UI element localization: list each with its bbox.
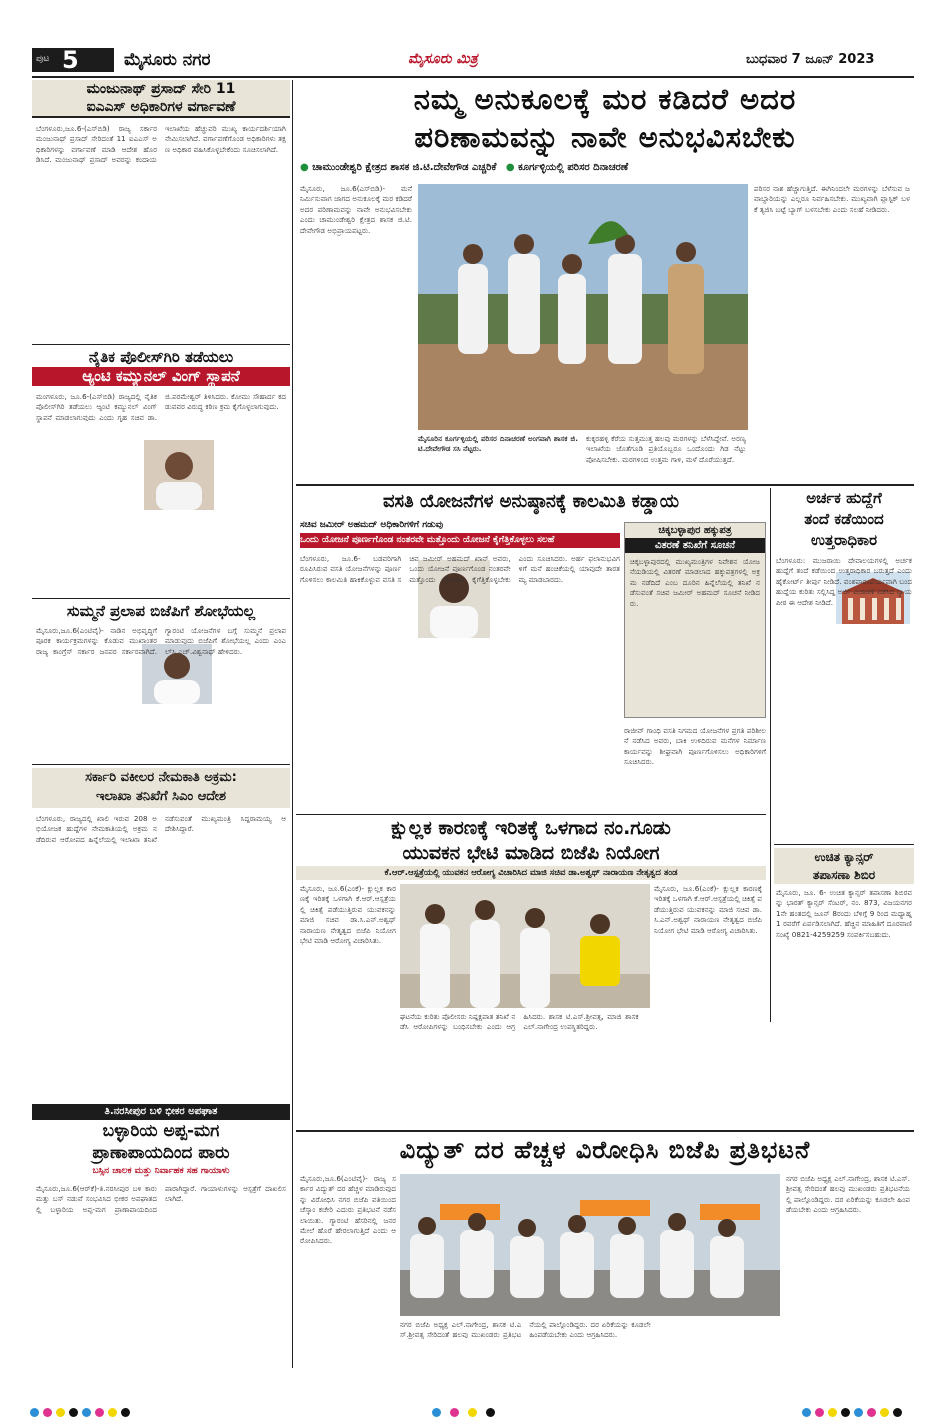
main-headline: ನಮ್ಮ ಅನುಕೂಲಕ್ಕೆ ಮರ ಕಡಿದರೆ ಅದರ [413, 82, 797, 116]
hospital-visit-photo [400, 884, 650, 1008]
article-body: ಬೆಂಗಳೂರು,ಜೂ.6-(ಎಸ್‌ಬಿಡಿ) ರಾಜ್ಯ ಸರ್ಕಾರ ಮಂಜುನಾಥ್ ಪ್ರಸಾದ್ ಸೇರಿದಂತೆ 11 ಐಎಎಸ್ ಅಧಿಕಾರಿಗಳನ್ನು ವರ್ಗಾವಣೆ ಮಾಡಿ ಆದೇಶ ಹೊರಡಿಸಿದೆ. ಮಂಜುನಾಥ್ ಪ್ರಸಾದ್ ಅವರನ್ನು ಕಂದಾಯ ಇಲಾಖೆಯ ಹೆಚ್ಚುವರಿ ಮುಖ್ಯ ಕಾರ್ಯದರ್ಶಿಯಾಗಿ ನೇಮಿಸಲಾಗಿದೆ. ವರ್ಗಾವಣೆಗೊಂಡ ಅಧಿಕಾರಿಗಳು ತಕ್ಷಣ ಅಧಿಕಾರ ವಹಿಸಿಕೊಳ್ಳಬೇಕೆಂದು ಸೂಚಿಸಲಾಗಿದೆ. [36, 124, 286, 165]
headline-block [32, 80, 290, 118]
article-body: ಬೆಂಗಳೂರು, ರಾಜ್ಯದಲ್ಲಿ ಖಾಲಿ ಇರುವ 208 ಅಭಿಯೋಜಕ ಹುದ್ದೆಗಳ ನೇಮಕಾತಿಯಲ್ಲಿ ಅಕ್ರಮ ನಡೆದಿರುವ ಆರೋಪದ ಹಿನ್ನೆಲೆಯಲ್ಲಿ ಇಲಾಖಾ ತನಿಖೆ ನಡೆಸುವಂತೆ ಮುಖ್ಯಮಂತ್ರಿ ಸಿದ್ದರಾಮಯ್ಯ ಆದೇಶಿಸಿದ್ದಾರೆ. [36, 814, 286, 844]
event-photo [418, 184, 748, 430]
column-rule [292, 80, 293, 1368]
main-subheadline [300, 162, 910, 178]
story-housing [296, 488, 766, 812]
article-body: ಬೆಂಗಳೂರು, ಜೂ.6- ಬಡವರಿಗಾಗಿ ರೂಪಿಸಿರುವ ವಸತಿ ಯೋಜನೆಗಳನ್ನು ಪೂರ್ಣಗೊಳಿಸಲು ಕಾಲಮಿತಿ ಹಾಕಿಕೊಳ್ಳುವ ವಸತಿ ಸಚಿವ ಜಮೀರ್ ಅಹಮದ್ ಖಾನ್ ಅವರು, ಒಂದು ಯೋಜನೆ ಪೂರ್ಣಗೊಂಡ ನಂತರವೇ ಮತ್ತೊಂದು ಯೋಜನೆ ಕೈಗೆತ್ತಿಕೊಳ್ಳಬೇಕು ಎಂದು ಸೂಚಿಸಿದರು. ಅರ್ಹ ಫಲಾನುಭವಿಗಳಿಗೆ ಮನೆ ಹಂಚಿಕೆಯಲ್ಲಿ ಯಾವುದೇ ತಾರತಮ್ಯ ಮಾಡಬಾರದು. [300, 554, 620, 584]
registration-dot [867, 1408, 876, 1417]
story-bjp-protest-comment [32, 600, 290, 760]
registration-dot [95, 1408, 104, 1417]
registration-dot [828, 1408, 837, 1417]
registration-dot [121, 1408, 130, 1417]
story-accident [32, 1104, 290, 1366]
registration-dot [815, 1408, 824, 1417]
story-ias-transfer [32, 80, 290, 342]
headline: ಉಚಿತ ಕ್ಯಾನ್ಸರ್ [814, 850, 874, 864]
article-body: ಮೈಸೂರು,ಜೂ.6(ಆರ್‌ಕೆ)-ತಿ.ನರಸೀಪುರ ಬಳಿ ಕಾರು ಮತ್ತು ಬಸ್ ನಡುವೆ ಸಂಭವಿಸಿದ ಭೀಕರ ಅಪಘಾತದಲ್ಲಿ ಬಳ್ಳಾರಿಯ ಅಪ್ಪ-ಮಗ ಪ್ರಾಣಾಪಾಯದಿಂದ ಪಾರಾಗಿದ್ದಾರೆ. ಗಾಯಾಳುಗಳನ್ನು ಆಸ್ಪತ್ರೆಗೆ ದಾಖಲಿಸಲಾಗಿದೆ. [36, 1184, 286, 1214]
photo-caption: ಮೈಸೂರಿನ ಕೂರ್ಗಳ್ಳಿಯಲ್ಲಿ ಪರಿಸರ ದಿನಾಚರಣೆ ಅಂಗವಾಗಿ ಶಾಸಕ ಜಿ.ಟಿ.ದೇವೇಗೌಡ ಸಸಿ ನೆಟ್ಟರು. [418, 434, 578, 454]
registration-dot [893, 1408, 902, 1417]
paper-name: ಮೈಸೂರು ಮಿತ್ರ [408, 51, 478, 67]
box-story-hakkupatra [624, 522, 766, 718]
page-number-badge [32, 48, 114, 72]
headline: ಆ್ಯಂಟಿ ಕಮ್ಯುನಲ್ ವಿಂಗ್ ಸ್ಥಾಪನೆ [32, 367, 290, 386]
story-anti-communal-wing [32, 348, 290, 594]
registration-dot [108, 1408, 117, 1417]
headline: ಸುಮ್ಮನೆ ಪ್ರಲಾಪ ಬಿಜೆಪಿಗೆ ಶೋಭೆಯಲ್ಲ [66, 602, 256, 620]
headline-block [774, 848, 914, 884]
article-body: ಮೈಸೂರು,ಜೂ.6(ಎಂಟಿವೈ)- ನಾಡಿನ ಅಭಿವೃದ್ಧಿಗೆ ಪೂರಕ ಕಾರ್ಯಕ್ರಮಗಳನ್ನು ಕೊಡುವ ಮುಖಾಂತರ ರಾಜ್ಯ ಕಾಂಗ್ರೆಸ್ ಸರ್ಕಾರ ಜನಪರ ಸರ್ಕಾರವಾಗಿದೆ. ಗ್ಯಾರಂಟಿ ಯೋಜನೆಗಳ ಬಗ್ಗೆ ಸುಮ್ಮನೆ ಪ್ರಲಾಪ ಮಾಡುವುದು ಬಿಜೆಪಿಗೆ ಶೋಭೆಯಲ್ಲ ಎಂದು ಎಂಎಲ್‌ಸಿ ಎಚ್.ವಿಶ್ವನಾಥ್ ಹೇಳಿದರು. [36, 626, 286, 656]
registration-dot [82, 1408, 91, 1417]
headline: ಐಎಎಸ್ ಅಧಿಕಾರಿಗಳ ವರ್ಗಾವಣೆ [86, 99, 236, 115]
registration-dot [43, 1408, 52, 1417]
registration-dot [432, 1408, 441, 1417]
registration-dot [56, 1408, 65, 1417]
article-body: ಘಟನೆಯ ಕುರಿತು ಪೊಲೀಸರು ನಿಷ್ಪಕ್ಷಪಾತ ತನಿಖೆ ನಡೆಸಿ ಆರೋಪಿಗಳನ್ನು ಬಂಧಿಸಬೇಕು ಎಂದು ಆಗ್ರಹಿಸಿದರು. ಶಾಸಕ ಟಿ.ಎಸ್.ಶ್ರೀವತ್ಸ, ಮಾಜಿ ಶಾಸಕ ಎಲ್.ನಾಗೇಂದ್ರ ಉಪಸ್ಥಿತರಿದ್ದರು. [400, 1012, 639, 1032]
article-body: ಕುಕ್ಕರಹಳ್ಳಿ ಕೆರೆಯ ಸುತ್ತಮುತ್ತ ಹಲವು ಮರಗಳನ್ನು ಬೆಳೆಸಿದ್ದೇವೆ. ಅರಣ್ಯ ಇಲಾಖೆಯ ಜೊತೆಗೂಡಿ ಪ್ರತಿಯೊಬ್ಬರೂ ಒಂದೊಂದು ಗಿಡ ನೆಟ್ಟು ಪೋಷಿಸಬೇಕು. ಮರಗಳಿಂದ ಉತ್ತಮ ಗಾಳಿ, ಮಳೆ ದೊರೆಯುತ್ತದೆ. [586, 434, 746, 464]
article-body: ಮೈಸೂರು, ಜೂ. 6- ಉಚಿತ ಕ್ಯಾನ್ಸರ್ ತಪಾಸಣಾ ಶಿಬಿರವನ್ನು ಭಾರತ್ ಕ್ಯಾನ್ಸರ್ ಸೆಂಟರ್, ನಂ. 873, ವಿಜಯನಗರ 1ನೇ ಹಂತದಲ್ಲಿ ಜೂನ್ 8ರಂದು ಬೆಳಿಗ್ಗೆ 9 ರಿಂದ ಮಧ್ಯಾಹ್ನ 1 ರವರೆಗೆ ಏರ್ಪಡಿಸಲಾಗಿದೆ. ಹೆಚ್ಚಿನ ಮಾಹಿತಿಗೆ ದೂರವಾಣಿ ಸಂಖ್ಯೆ 0821-4259259 ಸಂಪರ್ಕಿಸಬಹುದು. [776, 888, 912, 939]
bullet-icon: ● [300, 162, 309, 173]
registration-marks-left [28, 1402, 188, 1414]
registration-dot [841, 1408, 850, 1417]
issue-date: ಬುಧವಾರ 7 ಜೂನ್ 2023 [746, 52, 875, 67]
registration-dot [468, 1408, 477, 1417]
headline: ನೈತಿಕ ಪೊಲೀಸ್‌ಗಿರಿ ತಡೆಯಲು [88, 348, 234, 366]
headline: ಉತ್ತರಾಧಿಕಾರ [810, 531, 877, 549]
registration-dot [450, 1408, 459, 1417]
article-body: ಬೆಂಗಳೂರು: ಮುಜರಾಯಿ ದೇವಾಲಯಗಳಲ್ಲಿ ಅರ್ಚಕ ಹುದ್ದೆಗೆ ತಂದೆ ಕಡೆಯಿಂದ ಉತ್ತರಾಧಿಕಾರ ಬರುತ್ತದೆ ಎಂದು ಹೈಕೋರ್ಟ್ ತೀರ್ಪು ನೀಡಿದೆ. ವಂಶಪಾರಂಪರ್ಯವಾಗಿ ಬಂದ ಹುದ್ದೆಯ ಕುರಿತು ಸಲ್ಲಿಸಿದ್ದ ಅರ್ಜಿ ವಿಚಾರಣೆ ನಡೆಸಿದ ನ್ಯಾಯಪೀಠ ಈ ಆದೇಶ ನೀಡಿದೆ. [776, 556, 912, 607]
subheadline: ಬಸ್ಸಿನ ಚಾಲಕ ಮತ್ತು ನಿರ್ವಾಹಕ ಸಹ ಗಾಯಾಳು [92, 1166, 230, 1176]
registration-dot [854, 1408, 863, 1417]
registration-dot [880, 1408, 889, 1417]
headline-block [32, 768, 290, 808]
page-header [28, 48, 918, 74]
article-body: ರಾಜೀವ್ ಗಾಂಧಿ ವಸತಿ ನಿಗಮದ ಯೋಜನೆಗಳ ಪ್ರಗತಿ ಪರಿಶೀಲನೆ ನಡೆಸಿದ ಅವರು, ಬಾಕಿ ಉಳಿದಿರುವ ಮನೆಗಳ ನಿರ್ಮಾಣ ಕಾರ್ಯವನ್ನು ಶೀಘ್ರವಾಗಿ ಪೂರ್ಣಗೊಳಿಸಲು ಅಧಿಕಾರಿಗಳಿಗೆ ಸೂಚಿಸಿದರು. [624, 726, 766, 767]
headline: ವಿದ್ಯುತ್ ದರ ಹೆಚ್ಚಳ ವಿರೋಧಿಸಿ ಬಿಜೆಪಿ ಪ್ರತಿಭಟನೆ [399, 1136, 811, 1164]
article-body: ಮೈಸೂರು,ಜೂ.6(ಎಂಟಿವೈ)- ರಾಜ್ಯ ಸರ್ಕಾರ ವಿದ್ಯುತ್ ದರ ಹೆಚ್ಚಳ ಮಾಡಿರುವುದನ್ನು ವಿರೋಧಿಸಿ ನಗರ ಬಿಜೆಪಿ ವತಿಯಿಂದ ಚೆಸ್ಕಾಂ ಕಚೇರಿ ಎದುರು ಪ್ರತಿಭಟನೆ ನಡೆಸಲಾಯಿತು. ಗ್ಯಾರಂಟಿ ಹೆಸರಿನಲ್ಲಿ ಜನರ ಮೇಲೆ ಹೊರೆ ಹೇರಲಾಗುತ್ತಿದೆ ಎಂದು ಆರೋಪಿಸಿದರು. [300, 1174, 396, 1246]
subheadline: ಕೆ.ಆರ್.ಆಸ್ಪತ್ರೆಯಲ್ಲಿ ಯುವಕನ ಆರೋಗ್ಯ ವಿಚಾರಿಸಿದ ಮಾಜಿ ಸಚಿವ ಡಾ.ಅಶ್ವಥ್ ನಾರಾಯಣ ನೇತೃತ್ವದ ತಂಡ [296, 866, 766, 880]
divider [32, 598, 290, 599]
protest-photo [400, 1174, 780, 1316]
subheadline: ಒಂದು ಯೋಜನೆ ಪೂರ್ಣಗೊಂಡ ನಂತರವೇ ಮತ್ತೊಂದು ಯೋಜನೆ ಕೈಗೆತ್ತಿಕೊಳ್ಳಲು ಸಲಹೆ [300, 533, 620, 548]
subheadline: ಕೂರ್ಗಳ್ಳಿಯಲ್ಲಿ ಪರಿಸರ ದಿನಾಚರಣೆ [518, 162, 629, 173]
registration-marks-right [800, 1402, 930, 1414]
divider [296, 484, 914, 486]
bullet-icon: ● [505, 162, 515, 173]
registration-marks-center [430, 1402, 510, 1414]
article-body: ಪರಿಸರ ನಾಶ ಹೆಚ್ಚಾಗುತ್ತಿದೆ. ಈಗಿನಿಂದಲೇ ಮರಗಳನ್ನು ಬೆಳೆಸುವ ಜವಾಬ್ದಾರಿಯನ್ನು ಎಲ್ಲರೂ ನಿರ್ವಹಿಸಬೇಕು. ಮುಖ್ಯವಾಗಿ ಪ್ಲಾಸ್ಟಿಕ್ ಬಳಕೆ ತ್ಯಜಿಸಿ ಬಟ್ಟೆ ಬ್ಯಾಗ್ ಬಳಸಬೇಕು ಎಂದು ಸಲಹೆ ನೀಡಿದರು. [754, 184, 910, 214]
main-headline: ಪರಿಣಾಮವನ್ನು ನಾವೇ ಅನುಭವಿಸಬೇಕು [414, 120, 796, 154]
article-body: ನಗರ ಬಿಜೆಪಿ ಅಧ್ಯಕ್ಷ ಎಲ್.ನಾಗೇಂದ್ರ, ಶಾಸಕ ಟಿ.ಎಸ್.ಶ್ರೀವತ್ಸ ಸೇರಿದಂತೆ ಹಲವು ಮುಖಂಡರು ಪ್ರತಿಭಟನೆಯಲ್ಲಿ ಪಾಲ್ಗೊಂಡಿದ್ದರು. ದರ ಏರಿಕೆಯನ್ನು ಕೂಡಲೇ ಹಿಂಪಡೆಯಬೇಕು ಎಂದು ಆಗ್ರಹಿಸಿದರು. [400, 1320, 651, 1340]
divider [32, 344, 290, 345]
headline: ಸರ್ಕಾರಿ ವಕೀಲರ ನೇಮಕಾತಿ ಅಕ್ರಮ: [85, 770, 237, 785]
divider [296, 814, 766, 815]
header-rule [32, 76, 914, 78]
registration-dot [486, 1408, 495, 1417]
story-prosecutor-recruitment [32, 768, 290, 1104]
article-body: ಮೈಸೂರು, ಜೂ.6(ಎಂಕೆ)- ಕ್ಷುಲ್ಲಕ ಕಾರಣಕ್ಕೆ ಇರಿತಕ್ಕೆ ಒಳಗಾಗಿ ಕೆ.ಆರ್.ಆಸ್ಪತ್ರೆಯಲ್ಲಿ ಚಿಕಿತ್ಸೆ ಪಡೆಯುತ್ತಿರುವ ಯುವಕನನ್ನು ಮಾಜಿ ಸಚಿವ ಡಾ.ಸಿ.ಎನ್.ಅಶ್ವಥ್ ನಾರಾಯಣ ನೇತೃತ್ವದ ಬಿಜೆಪಿ ನಿಯೋಗ ಭೇಟಿ ಮಾಡಿ ಆರೋಗ್ಯ ವಿಚಾರಿಸಿತು. [300, 884, 396, 946]
divider [774, 844, 914, 845]
column-rule [770, 488, 771, 1022]
page-number: 5 [62, 46, 79, 74]
main-story [296, 80, 914, 480]
headline: ವಸತಿ ಯೋಜನೆಗಳ ಅನುಷ್ಠಾನಕ್ಕೆ ಕಾಲಮಿತಿ ಕಡ್ಡಾಯ [382, 491, 679, 512]
headline: ಪ್ರಾಣಾಪಾಯದಿಂದ ಪಾರು [92, 1143, 230, 1163]
story-youth-visit [296, 816, 766, 1128]
headline: ತಂದೆ ಕಡೆಯಿಂದ [804, 510, 884, 528]
headline: ಅರ್ಚಕ ಹುದ್ದೆಗೆ [806, 489, 882, 507]
kicker: ತಿ.ನರಸೀಪುರ ಬಳಿ ಭೀಕರ ಅಪಘಾತ [32, 1104, 290, 1120]
headline: ಕ್ಷುಲ್ಲಕ ಕಾರಣಕ್ಕೆ ಇರಿತಕ್ಕೆ ಒಳಗಾದ ನಂ.ಗೂಡು [391, 817, 671, 839]
headline: ವಿತರಣೆ ತನಿಖೆಗೆ ಸೂಚನೆ [625, 538, 765, 553]
story-archaka-succession [774, 488, 914, 842]
headline: ಯುವಕನ ಭೇಟಿ ಮಾಡಿದ ಬಿಜೆಪಿ ನಿಯೋಗ [402, 842, 660, 864]
divider [32, 764, 290, 765]
article-body: ಮಂಗಳೂರು, ಜೂ.6-(ಎಸ್‌ಬಿಡಿ) ರಾಜ್ಯದಲ್ಲಿ ನೈತಿಕ ಪೊಲೀಸ್‌ಗಿರಿ ತಡೆಯಲು ಆ್ಯಂಟಿ ಕಮ್ಯುನಲ್ ವಿಂಗ್ ಸ್ಥಾಪನೆ ಮಾಡಲಾಗುವುದು ಎಂದು ಗೃಹ ಸಚಿವ ಡಾ.ಜಿ.ಪರಮೇಶ್ವರ್ ತಿಳಿಸಿದರು. ಕೋಮು ಸೌಹಾರ್ದ ಕದಡುವವರ ವಿರುದ್ಧ ಕಠಿಣ ಕ್ರಮ ಕೈಗೊಳ್ಳಲಾಗುವುದು. [36, 392, 286, 422]
article-body: ಮೈಸೂರು, ಜೂ.6(ಎಸ್‌ಬಿಡಿ)- ಮನೆ ನಿರ್ಮಿಸುವಾಗ ಜಾಗದ ಅನುಕೂಲಕ್ಕೆ ಮರ ಕಡಿದರೆ ಅದರ ಪರಿಣಾಮವನ್ನು ನಾವೇ ಅನುಭವಿಸಬೇಕು ಎಂದು ಚಾಮುಂಡೇಶ್ವರಿ ಕ್ಷೇತ್ರದ ಶಾಸಕ ಜಿ.ಟಿ.ದೇವೇಗೌಡ ಅಭಿಪ್ರಾಯಪಟ್ಟರು. [300, 184, 412, 235]
headline: ಇಲಾಖಾ ತನಿಖೆಗೆ ಸಿಎಂ ಆದೇಶ [95, 789, 227, 804]
article-body: ಮೈಸೂರು, ಜೂ.6(ಎಂಕೆ)- ಕ್ಷುಲ್ಲಕ ಕಾರಣಕ್ಕೆ ಇರಿತಕ್ಕೆ ಒಳಗಾಗಿ ಕೆ.ಆರ್.ಆಸ್ಪತ್ರೆಯಲ್ಲಿ ಚಿಕಿತ್ಸೆ ಪಡೆಯುತ್ತಿರುವ ಯುವಕನನ್ನು ಮಾಜಿ ಸಚಿವ ಡಾ.ಸಿ.ಎನ್.ಅಶ್ವಥ್ ನಾರಾಯಣ ನೇತೃತ್ವದ ಬಿಜೆಪಿ ನಿಯೋಗ ಭೇಟಿ ಮಾಡಿ ಆರೋಗ್ಯ ವಿಚಾರಿಸಿತು. [654, 884, 762, 935]
registration-dot [30, 1408, 39, 1417]
article-body: ನಗರ ಬಿಜೆಪಿ ಅಧ್ಯಕ್ಷ ಎಲ್.ನಾಗೇಂದ್ರ, ಶಾಸಕ ಟಿ.ಎಸ್.ಶ್ರೀವತ್ಸ ಸೇರಿದಂತೆ ಹಲವು ಮುಖಂಡರು ಪ್ರತಿಭಟನೆಯಲ್ಲಿ ಪಾಲ್ಗೊಂಡಿದ್ದರು. ದರ ಏರಿಕೆಯನ್ನು ಕೂಡಲೇ ಹಿಂಪಡೆಯಬೇಕು ಎಂದು ಆಗ್ರಹಿಸಿದರು. [786, 1174, 910, 1215]
headline: ತಪಾಸಣಾ ಶಿಬಿರ [812, 868, 876, 882]
headline: ಚಿಕ್ಕಬಳ್ಳಾಪುರ ಹಕ್ಕುಪತ್ರ [658, 525, 732, 536]
registration-dot [69, 1408, 78, 1417]
article-body: ಚಿಕ್ಕಬಳ್ಳಾಪುರದಲ್ಲಿ ಮುಖ್ಯಮಂತ್ರಿಗಳ ನಿವೇಶನ ಯೋಜನೆಯಡಿಯಲ್ಲಿ ವಿತರಣೆ ಮಾಡಲಾದ ಹಕ್ಕುಪತ್ರಗಳಲ್ಲಿ ಅಕ್ರಮ ನಡೆದಿದೆ ಎಂಬ ದೂರಿನ ಹಿನ್ನೆಲೆಯಲ್ಲಿ ತನಿಖೆ ನಡೆಸುವಂತೆ ಸಚಿವ ಜಮೀರ್ ಅಹಮದ್ ಸೂಚನೆ ನೀಡಿದರು. [630, 557, 760, 608]
section-title: ಮೈಸೂರು ನಗರ [124, 50, 211, 70]
divider [296, 1130, 914, 1132]
page-label: ಪುಟ [36, 54, 50, 64]
headline: ಮಂಜುನಾಥ್ ಪ್ರಸಾದ್ ಸೇರಿ 11 [86, 81, 236, 97]
registration-dot [802, 1408, 811, 1417]
subheadline: ಚಾಮುಂಡೇಶ್ವರಿ ಕ್ಷೇತ್ರದ ಶಾಸಕ ಜಿ.ಟಿ.ದೇವೇಗೌಡ ಎಚ್ಚರಿಕೆ [312, 162, 497, 173]
subheadline-block [300, 518, 620, 552]
subheadline: ಸಚಿವ ಜಮೀರ್ ಅಹಮದ್ ಅಧಿಕಾರಿಗಳಿಗೆ ಗಡುವು [300, 520, 444, 530]
story-power-tariff-protest [296, 1134, 914, 1368]
headline: ಬಳ್ಳಾರಿಯ ಅಪ್ಪ-ಮಗ [102, 1121, 220, 1141]
story-cancer-camp [774, 848, 914, 1024]
